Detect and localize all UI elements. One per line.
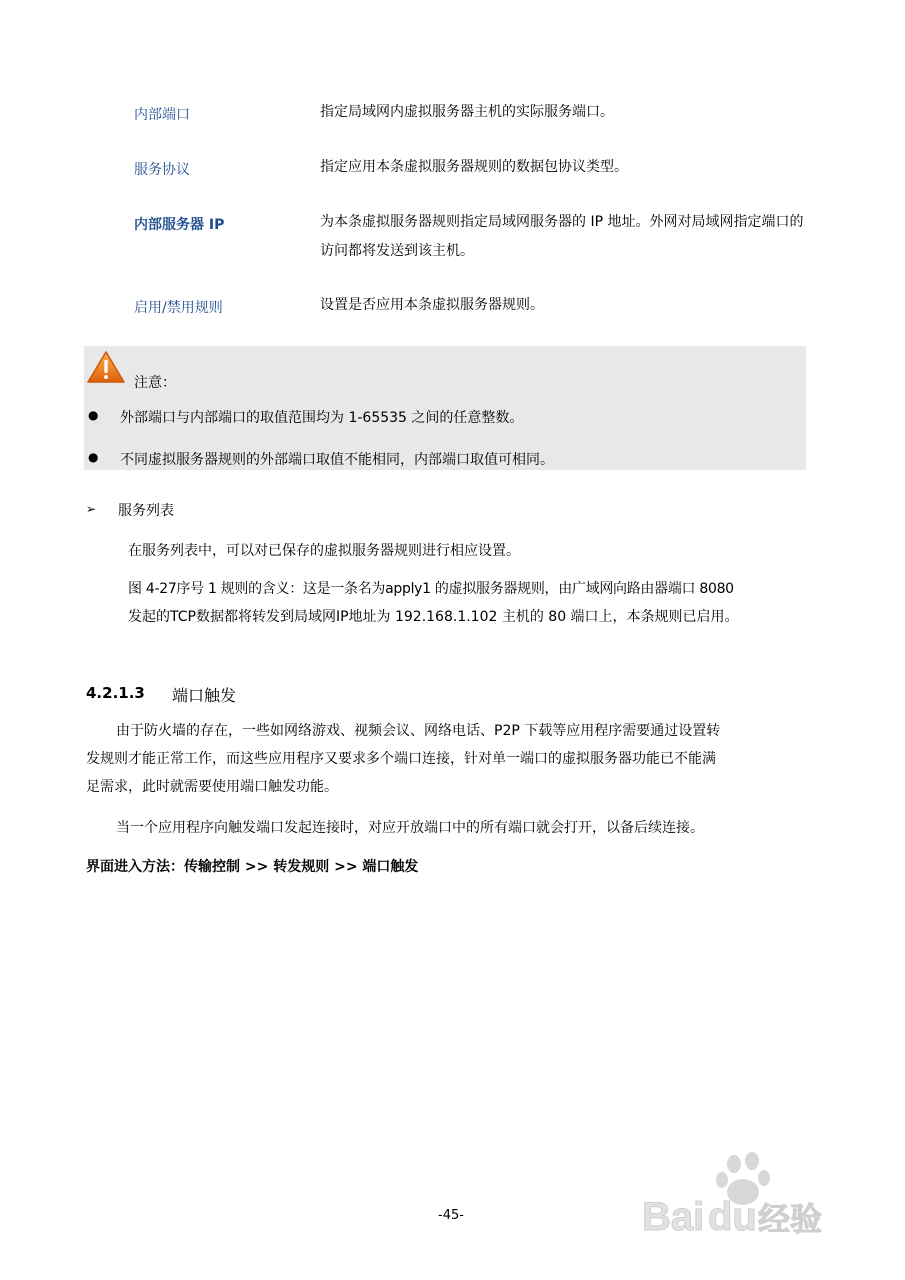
section-para-1-line-3: 足需求，此时就需要使用端口触发功能。 [86, 779, 338, 795]
page-number: -45- [438, 1208, 464, 1223]
term-internal-server-ip: 内部服务器 IP [134, 217, 225, 233]
section-para-1-line-2: 发规则才能正常工作，而这些应用程序又要求多个端口连接，针对单一端口的虚拟服务器功能已不能满 [86, 751, 716, 767]
desc-internal-server-ip: 为本条虚拟服务器规则指定局域网服务器的 IP 地址。外网对局域网指定端口的访问都将发送到该主机。 [320, 214, 804, 259]
term-internal-port: 内部端口 [134, 107, 190, 123]
svg-text:du: du [708, 1195, 757, 1239]
svg-text:经验: 经验 [758, 1200, 823, 1238]
note-bullet-2: 不同虚拟服务器规则的外部端口取值不能相同，内部端口取值可相同。 [120, 452, 554, 468]
service-list-para-2-line-2: 发起的TCP数据都将转发到局域网IP地址为 192.168.1.102 主机的 80 端口上，本条规则已启用。 [128, 609, 739, 625]
section-number: 4.2.1.3 [86, 684, 145, 702]
desc-internal-port: 指定局域网内虚拟服务器主机的实际服务端口。 [320, 104, 614, 120]
section-title: 端口触发 [172, 686, 237, 705]
service-list-para-1: 在服务列表中，可以对已保存的虚拟服务器规则进行相应设置。 [128, 543, 520, 559]
arrow-bullet-icon: ➢ [86, 502, 97, 516]
desc-service-protocol: 指定应用本条虚拟服务器规则的数据包协议类型。 [320, 159, 628, 175]
note-title: 注意： [134, 375, 176, 391]
note-bullet-1: 外部端口与内部端口的取值范围均为 1-65535 之间的任意整数。 [120, 410, 524, 426]
service-list-title: 服务列表 [118, 503, 174, 519]
bullet-dot: ● [88, 408, 99, 422]
service-list-para-2-line-1: 图 4-27序号 1 规则的含义：这是一条名为apply1 的虚拟服务器规则，由广域网向路由器端口 8080 [128, 581, 734, 597]
desc-enable-rule: 设置是否应用本条虚拟服务器规则。 [320, 297, 544, 313]
svg-text:Bai: Bai [642, 1195, 705, 1239]
section-para-1-line-1: 由于防火墙的存在，一些如网络游戏、视频会议、网络电话、P2P 下载等应用程序需要通过设置转 [116, 723, 721, 739]
term-service-protocol: 服务协议 [134, 162, 190, 178]
section-para-2: 当一个应用程序向触发端口发起连接时，对应开放端口中的所有端口就会打开，以备后续连接。 [116, 820, 704, 836]
bullet-dot: ● [88, 450, 99, 464]
term-enable-rule: 启用/禁用规则 [134, 300, 223, 316]
nav-path: 界面进入方法：传输控制 >> 转发规则 >> 端口触发 [86, 859, 419, 875]
baidu-watermark-logo [638, 1148, 858, 1268]
warning-icon [86, 350, 126, 384]
